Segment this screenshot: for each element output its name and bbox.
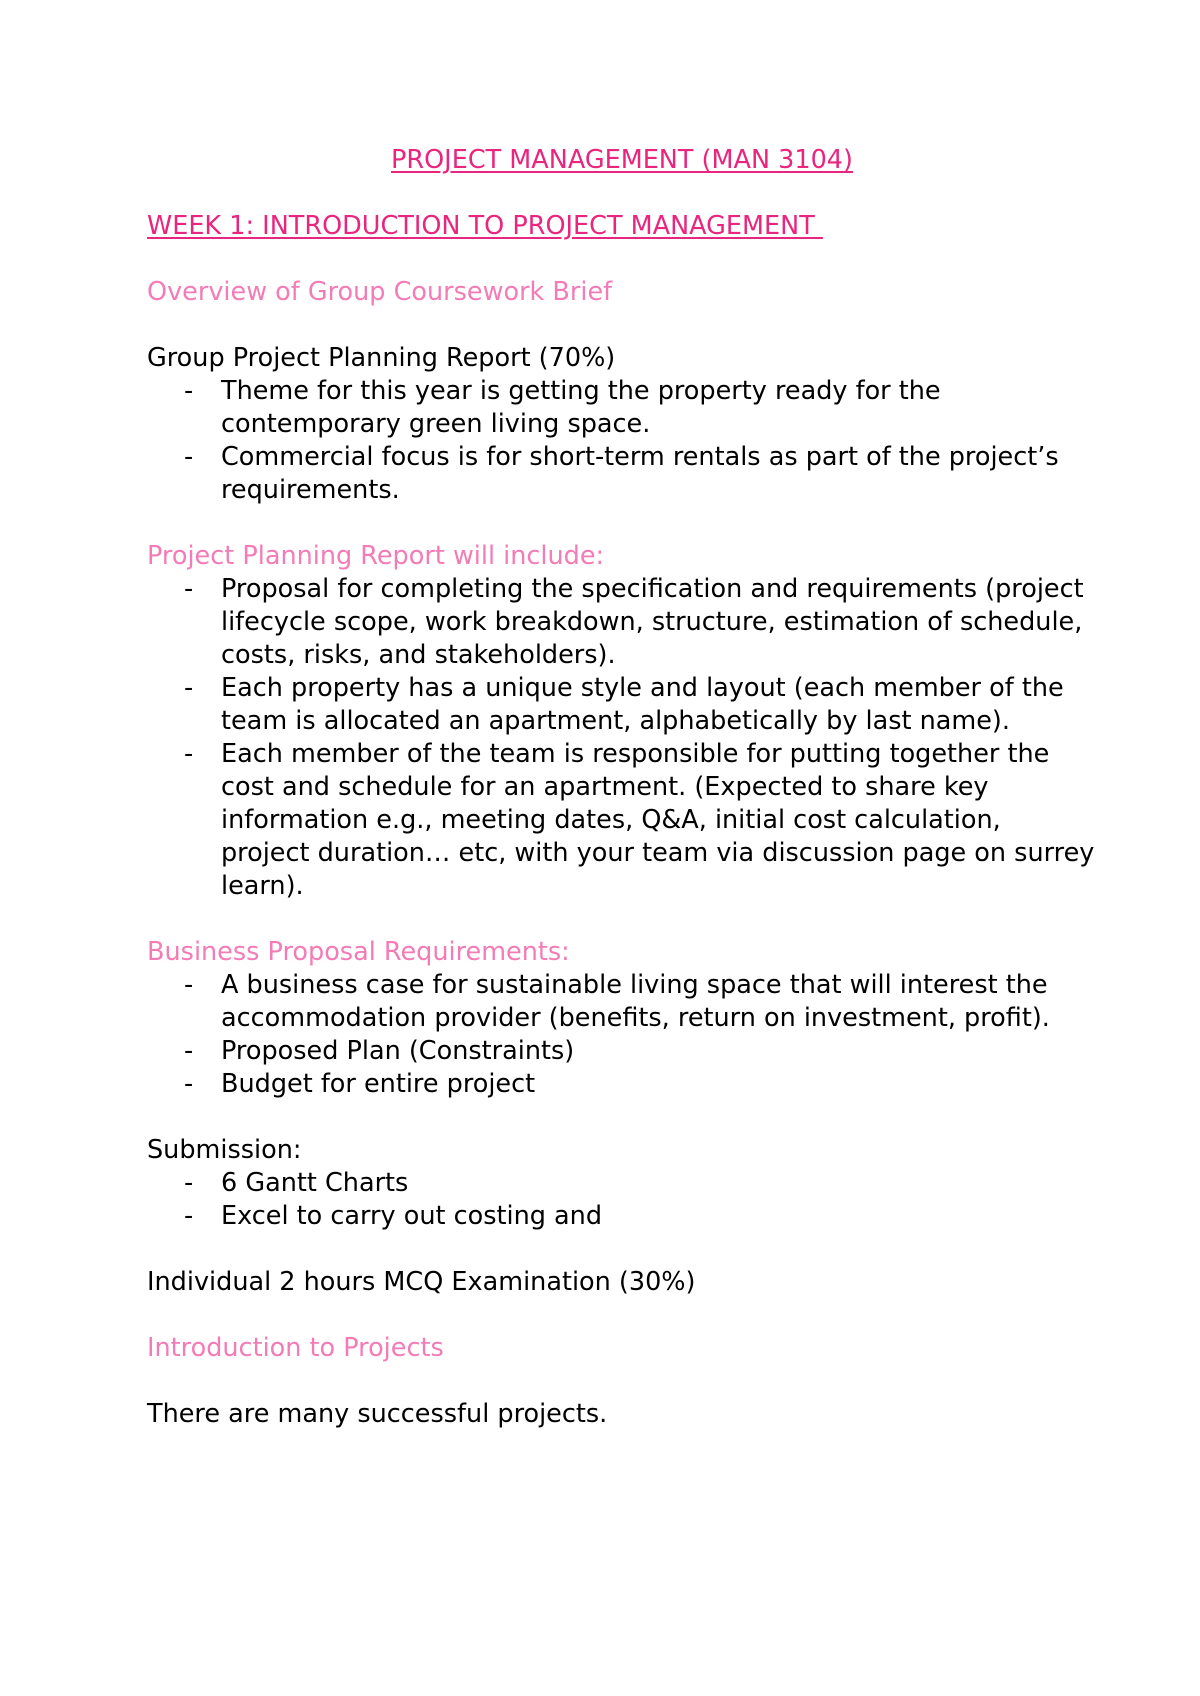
spacer <box>147 903 1097 936</box>
submission-list <box>147 1167 1097 1233</box>
overview-heading: Overview of Group Coursework Brief <box>147 277 613 307</box>
document-body <box>147 144 1097 1431</box>
planning-report-heading: Project Planning Report will include: <box>147 541 605 571</box>
list-item <box>147 1068 1097 1101</box>
list-item <box>147 1200 1097 1233</box>
exam-text: Individual 2 hours MCQ Examination (30%) <box>147 1267 696 1297</box>
group-report-heading: Group Project Planning Report (70%) <box>147 343 616 373</box>
list-item-text: Each property has a unique style and layout (each member of the team is allocated an apartment, alphabetically by last name). <box>221 673 1064 736</box>
list-item <box>147 738 1097 903</box>
list-item <box>147 1167 1097 1200</box>
list-item-text: 6 Gantt Charts <box>221 1168 409 1198</box>
spacer <box>147 1233 1097 1266</box>
dash-marker: - <box>184 673 194 703</box>
intro-projects-heading: Introduction to Projects <box>147 1333 444 1363</box>
dash-marker: - <box>184 574 194 604</box>
list-item <box>147 441 1097 507</box>
list-item <box>147 969 1097 1035</box>
list-item-text: Excel to carry out costing and <box>221 1201 603 1231</box>
list-item-text: Commercial focus is for short-term rentals as part of the project’s requirements. <box>221 442 1059 505</box>
dash-marker: - <box>184 1036 194 1066</box>
business-proposal-list <box>147 969 1097 1101</box>
dash-marker: - <box>184 970 194 1000</box>
list-item <box>147 672 1097 738</box>
list-item-text: A business case for sustainable living space that will interest the accommodation provider (benefits, return on investment, profit). <box>221 970 1050 1033</box>
list-item <box>147 375 1097 441</box>
document-title: PROJECT MANAGEMENT (MAN 3104) <box>391 145 853 175</box>
submission-heading: Submission: <box>147 1135 302 1165</box>
week-heading: WEEK 1: INTRODUCTION TO PROJECT MANAGEMENT <box>147 211 823 241</box>
planning-report-list <box>147 573 1097 903</box>
dash-marker: - <box>184 1069 194 1099</box>
dash-marker: - <box>184 376 194 406</box>
spacer <box>147 1299 1097 1332</box>
spacer <box>147 309 1097 342</box>
list-item <box>147 1035 1097 1068</box>
spacer <box>147 1101 1097 1134</box>
list-item-text: Theme for this year is getting the property ready for the contemporary green living space. <box>221 376 941 439</box>
list-item-text: Proposed Plan (Constraints) <box>221 1036 575 1066</box>
list-item-text: Each member of the team is responsible for putting together the cost and schedule for an apartment. (Expected to share key information e.g., meeting dates, Q&A, initial cost calculation, project duration… etc, with your team via discussion page on surrey learn). <box>221 739 1095 901</box>
spacer <box>147 1365 1097 1398</box>
list-item-text: Budget for entire project <box>221 1069 536 1099</box>
spacer <box>147 507 1097 540</box>
list-item <box>147 573 1097 672</box>
dash-marker: - <box>184 1201 194 1231</box>
list-item-text: Proposal for completing the specification and requirements (project lifecycle scope, work breakdown, structure, estimation of schedule, costs, risks, and stakeholders). <box>221 574 1084 670</box>
group-report-list <box>147 375 1097 507</box>
intro-projects-text: There are many successful projects. <box>147 1399 608 1429</box>
dash-marker: - <box>184 442 194 472</box>
dash-marker: - <box>184 1168 194 1198</box>
dash-marker: - <box>184 739 194 769</box>
business-proposal-heading: Business Proposal Requirements: <box>147 937 570 967</box>
